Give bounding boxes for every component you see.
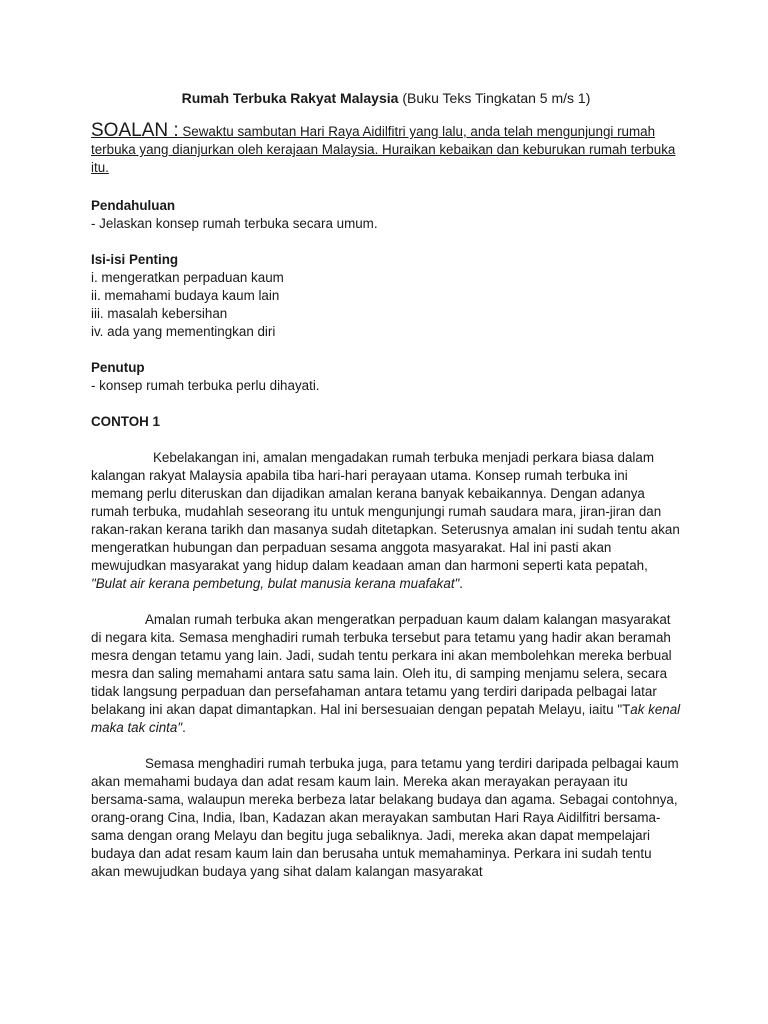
- paragraph-3: [91, 755, 681, 881]
- section-penutup: [91, 359, 681, 395]
- section-heading: Isi-isi Penting: [91, 252, 179, 267]
- title-source: (Buku Teks Tingkatan 5 m/s 1): [398, 90, 591, 106]
- section-line: - konsep rumah terbuka perlu dihayati.: [91, 378, 320, 393]
- paragraph-text: Semasa menghadiri rumah terbuka juga, para tetamu yang terdiri daripada pelbagai kaum akan memahami budaya dan adat resam kaum lain. Mereka akan merayakan perayaan itu bersama-sama, walaupun mereka berbeza latar belakang budaya dan agama. Sebagai contohnya, orang-orang Cina, India, Iban, Kadazan akan merayakan sambutan Hari Raya Aidilfitri bersama-sama dengan orang Melayu dan begitu juga sebaliknya. Jadi, mereka akan dapat mempelajari budaya dan adat resam kaum lain dan berusaha untuk memahaminya. Perkara ini sudah tentu akan mewujudkan budaya yang sihat dalam kalangan masyarakat: [91, 756, 679, 879]
- paragraph-2: [91, 611, 681, 737]
- paragraph-1: [91, 449, 681, 593]
- document-page: [91, 88, 681, 899]
- paragraph-text: Kebelakangan ini, amalan mengadakan rumah terbuka menjadi perkara biasa dalam kalangan rakyat Malaysia apabila tiba hari-hari perayaan utama. Konsep rumah terbuka ini memang perlu diteruskan dan dijadikan amalan kerana banyak kebaikannya. Dengan adanya rumah terbuka, mudahlah seseorang itu untuk mengunjungi rumah saudara mara, jiran-jiran dan rakan-rakan kerana tarikh dan masanya sudah ditetapkan. Seterusnya amalan ini sudah tentu akan mengeratkan hubungan dan perpaduan sesama anggota masyarakat. Hal ini pasti akan mewujudkan masyarakat yang hidup dalam keadaan aman dan harmoni seperti kata pepatah,: [91, 450, 680, 573]
- proverb-quote: ak kenal maka tak cinta": [91, 702, 681, 735]
- list-item: iii. masalah kebersihan: [91, 306, 228, 321]
- paragraph-text: Amalan rumah terbuka akan mengeratkan perpaduan kaum dalam kalangan masyarakat di negara kita. Semasa menghadiri rumah terbuka tersebut para tetamu yang hadir akan beramah mesra dengan tetamu yang lain. Jadi, sudah tentu perkara ini akan membolehkan mereka berbual mesra dan saling memahami antara satu sama lain. Oleh itu, di samping menjamu selera, secara tidak langsung perpaduan dan persefahaman antara tetamu yang terdiri daripada pelbagai latar belakang ini akan dapat dimantapkan. Hal ini bersesuaian dengan pepatah Melayu, iaitu "T: [91, 612, 672, 717]
- example-heading: CONTOH 1: [91, 414, 160, 429]
- list-item: iv. ada yang mementingkan diri: [91, 324, 276, 339]
- paragraph-end: .: [182, 720, 186, 735]
- document-title: [91, 88, 681, 108]
- title-main: Rumah Terbuka Rakyat Malaysia: [181, 90, 399, 106]
- section-heading: Pendahuluan: [91, 198, 176, 213]
- list-item: ii. memahami budaya kaum lain: [91, 288, 280, 303]
- paragraph-end: .: [459, 576, 464, 591]
- question-block: [91, 122, 681, 177]
- question-text: Sewaktu sambutan Hari Raya Aidilfitri yang lalu, anda telah mengunjungi rumah terbuka yang dianjurkan oleh kerajaan Malaysia. Huraikan kebaikan dan keburukan rumah terbuka itu.: [91, 124, 676, 175]
- proverb-quote: "Bulat air kerana pembetung, bulat manusia kerana muafakat": [91, 576, 460, 591]
- list-item: i. mengeratkan perpaduan kaum: [91, 270, 284, 285]
- section-line: - Jelaskan konsep rumah terbuka secara umum.: [91, 216, 378, 231]
- section-pendahuluan: [91, 197, 681, 233]
- section-isi-penting: [91, 251, 681, 341]
- section-heading: Penutup: [91, 360, 145, 375]
- question-label: SOALAN :: [91, 120, 179, 141]
